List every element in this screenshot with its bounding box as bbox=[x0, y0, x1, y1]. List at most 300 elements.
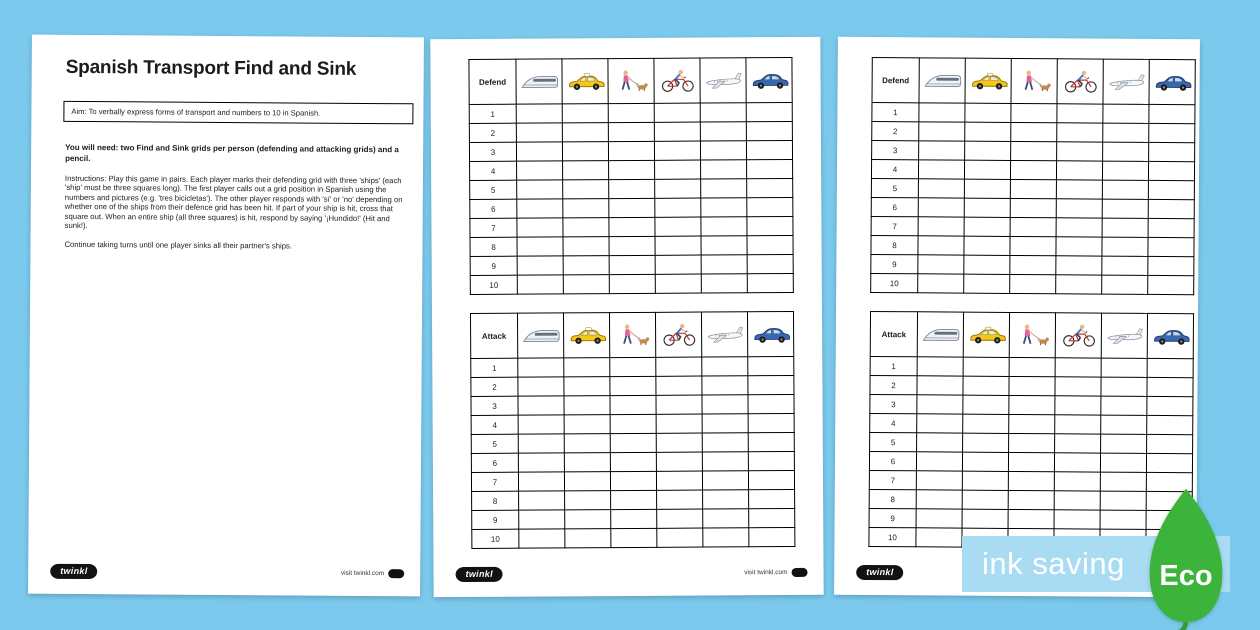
grid-cell bbox=[748, 356, 794, 375]
grid-cell bbox=[1148, 275, 1194, 294]
grid-cell bbox=[917, 414, 963, 433]
grid-cell bbox=[1101, 396, 1147, 415]
grid-cell bbox=[917, 433, 963, 452]
grid-cell bbox=[748, 451, 794, 470]
grid-cell bbox=[702, 357, 748, 376]
row-number: 9 bbox=[871, 254, 918, 273]
grid-cell bbox=[701, 160, 747, 179]
grid-cell bbox=[1100, 453, 1146, 472]
twinkl-mini-logo-icon bbox=[792, 568, 808, 577]
row-number: 1 bbox=[870, 356, 917, 375]
grid-cell bbox=[654, 122, 700, 141]
grid-cell bbox=[1102, 256, 1148, 275]
cyclist-icon bbox=[654, 58, 700, 103]
grid-cell bbox=[563, 218, 609, 237]
grid-cell bbox=[1101, 358, 1147, 377]
grid-cell bbox=[703, 509, 749, 528]
grid-cell bbox=[656, 357, 702, 376]
grid-cell bbox=[610, 357, 656, 376]
defend-grid bbox=[468, 57, 793, 295]
grid-cell bbox=[1148, 199, 1194, 218]
grid-cell bbox=[608, 103, 654, 122]
pedestrian-icon bbox=[1011, 58, 1057, 103]
row-number: 7 bbox=[869, 470, 916, 489]
grid-cell bbox=[701, 179, 747, 198]
grid-cell bbox=[747, 159, 793, 178]
grid-cell bbox=[701, 236, 747, 255]
row-number: 4 bbox=[470, 161, 517, 180]
grid-cell bbox=[610, 433, 656, 452]
grid-cell bbox=[963, 357, 1009, 376]
grid-cell bbox=[1010, 217, 1056, 236]
grid-cell bbox=[1101, 434, 1147, 453]
row-number: 1 bbox=[471, 358, 518, 377]
taxi-icon bbox=[963, 312, 1009, 357]
grid-cell bbox=[1056, 256, 1102, 275]
grid-cell bbox=[563, 256, 609, 275]
grid-cell bbox=[656, 452, 702, 471]
cyclist-icon bbox=[655, 312, 701, 357]
grid-cell bbox=[565, 510, 611, 529]
grid-cell bbox=[655, 255, 701, 274]
grid-cell bbox=[1011, 103, 1057, 122]
grid-cell bbox=[516, 142, 562, 161]
grid-cell bbox=[564, 434, 610, 453]
grid-cell bbox=[1103, 142, 1149, 161]
grid-cell bbox=[1102, 161, 1148, 180]
page-title: Spanish Transport Find and Sink bbox=[65, 56, 357, 80]
grid-cell bbox=[1102, 199, 1148, 218]
plane-icon bbox=[701, 312, 747, 357]
grid-cell bbox=[1102, 218, 1148, 237]
grid-cell bbox=[1147, 415, 1193, 434]
aim-box bbox=[63, 101, 413, 124]
grid-cell bbox=[702, 376, 748, 395]
grid-cell bbox=[701, 255, 747, 274]
row-number: 6 bbox=[471, 453, 518, 472]
row-number: 5 bbox=[470, 180, 517, 199]
leaf-icon bbox=[1140, 486, 1232, 630]
grid-cell bbox=[703, 528, 749, 547]
row-number: 8 bbox=[871, 235, 918, 254]
ink-saving-label: ink saving bbox=[982, 546, 1125, 581]
row-number: 2 bbox=[469, 123, 516, 142]
grid-cell bbox=[964, 179, 1010, 198]
row-number: 5 bbox=[870, 432, 917, 451]
grid-cell bbox=[1009, 433, 1055, 452]
grid-cell bbox=[917, 376, 963, 395]
page-footer bbox=[456, 565, 808, 582]
grid-cell bbox=[746, 121, 792, 140]
grid-cell bbox=[962, 509, 1008, 528]
twinkl-logo: twinkl bbox=[856, 565, 903, 580]
grid-cell bbox=[916, 452, 962, 471]
grid-cell bbox=[1148, 180, 1194, 199]
grid-cell bbox=[610, 414, 656, 433]
row-number: 7 bbox=[470, 218, 517, 237]
grid-cell bbox=[916, 509, 962, 528]
grid-cell bbox=[562, 104, 608, 123]
grid-cell bbox=[656, 376, 702, 395]
grid-cell bbox=[1056, 161, 1102, 180]
grid-cell bbox=[963, 395, 1009, 414]
grid-label: Defend bbox=[872, 57, 919, 102]
grid-cell bbox=[1057, 123, 1103, 142]
row-number: 8 bbox=[472, 491, 519, 510]
grid-cell bbox=[1102, 275, 1148, 294]
grid-cell bbox=[609, 274, 655, 293]
train-icon bbox=[919, 58, 965, 103]
grid-cell bbox=[1149, 104, 1195, 123]
grid-cell bbox=[1055, 396, 1101, 415]
grid-cell bbox=[654, 103, 700, 122]
grid-cell bbox=[655, 179, 701, 198]
car-icon bbox=[1149, 59, 1195, 104]
grid-cell bbox=[918, 217, 964, 236]
row-number: 3 bbox=[469, 142, 516, 161]
grid-cell bbox=[1010, 236, 1056, 255]
grid-cell bbox=[609, 236, 655, 255]
row-number: 9 bbox=[869, 508, 916, 527]
row-number: 9 bbox=[470, 256, 517, 275]
grid-cell bbox=[1054, 453, 1100, 472]
grid-cell bbox=[656, 395, 702, 414]
grid-cell bbox=[1056, 275, 1102, 294]
grid-cell bbox=[749, 508, 795, 527]
grid-cell bbox=[611, 509, 657, 528]
plane-icon bbox=[1103, 59, 1149, 104]
grid-cell bbox=[1102, 180, 1148, 199]
grid-cell bbox=[517, 199, 563, 218]
row-number: 10 bbox=[869, 527, 916, 546]
grid-cell bbox=[563, 180, 609, 199]
grid-cell bbox=[655, 274, 701, 293]
grid-cell bbox=[1057, 142, 1103, 161]
grid-cell bbox=[1008, 471, 1054, 490]
grid-cell bbox=[1057, 104, 1103, 123]
grid-cell bbox=[519, 529, 565, 548]
you-will-need-text: You will need: two Find and Sink grids per person (defending and attacking grids) and a pencil. bbox=[65, 142, 399, 163]
grid-cell bbox=[963, 376, 1009, 395]
row-number: 1 bbox=[469, 104, 516, 123]
instructions-text: Instructions: Play this game in pairs. Each player marks their defending grid with three 'ships' (each 'ship' must be three squares long). The first player calls out a grid position in Spanish using the numbers and pictures (e.g. 'tres bicicletas'). The other player responds with 'sí' or 'no' depending on whether one of the ships from their defence grid has been hit. If part of your ship is hit, cross that square out. When an entire ship (all three squares) is hit, respond by saying '¡Hundido!' (Hit and sunk!). bbox=[64, 173, 403, 231]
grid-cell bbox=[655, 236, 701, 255]
grid-cell bbox=[1056, 218, 1102, 237]
grid-cell bbox=[657, 528, 703, 547]
plane-icon bbox=[700, 58, 746, 103]
grid-label: Attack bbox=[470, 313, 517, 358]
twinkl-logo: twinkl bbox=[456, 567, 503, 582]
grid-cell bbox=[918, 160, 964, 179]
row-number: 7 bbox=[871, 216, 918, 235]
grid-cell bbox=[1008, 452, 1054, 471]
grid-cell bbox=[701, 217, 747, 236]
grid-cell bbox=[609, 179, 655, 198]
row-number: 2 bbox=[870, 375, 917, 394]
grid-cell bbox=[918, 179, 964, 198]
row-number: 5 bbox=[871, 178, 918, 197]
visit-link bbox=[744, 568, 807, 577]
row-number: 4 bbox=[870, 413, 917, 432]
row-number: 2 bbox=[872, 121, 919, 140]
grid-cell bbox=[564, 453, 610, 472]
grid-cell bbox=[1010, 160, 1056, 179]
grid-cell bbox=[1011, 141, 1057, 160]
row-number: 1 bbox=[872, 102, 919, 121]
grid-cell bbox=[1010, 198, 1056, 217]
aim-text: Aim: To verbally express forms of transport and numbers to 10 in Spanish. bbox=[71, 106, 321, 118]
grid-cell bbox=[1103, 104, 1149, 123]
grid-cell bbox=[564, 396, 610, 415]
grid-cell bbox=[746, 102, 792, 121]
visit-text: visit twinkl.com bbox=[340, 569, 385, 578]
pedestrian-icon bbox=[609, 312, 655, 357]
row-number: 6 bbox=[871, 197, 918, 216]
grid-cell bbox=[1149, 142, 1195, 161]
row-number: 6 bbox=[470, 199, 517, 218]
grid-cell bbox=[1008, 509, 1054, 528]
train-icon bbox=[516, 59, 562, 104]
grid-cell bbox=[611, 490, 657, 509]
grid-cell bbox=[563, 199, 609, 218]
page-footer bbox=[50, 564, 404, 581]
grid-cell bbox=[1147, 358, 1193, 377]
grid-cell bbox=[747, 178, 793, 197]
grid-cell bbox=[748, 394, 794, 413]
grid-cell bbox=[919, 103, 965, 122]
grid-cell bbox=[702, 471, 748, 490]
grid-cell bbox=[964, 217, 1010, 236]
grid-cell bbox=[608, 141, 654, 160]
grid-cell bbox=[565, 529, 611, 548]
row-number: 10 bbox=[470, 275, 517, 294]
grid-cell bbox=[1009, 395, 1055, 414]
pedestrian-icon bbox=[1009, 312, 1055, 357]
car-icon bbox=[747, 311, 793, 356]
cyclist-icon bbox=[1057, 59, 1103, 104]
grid-cell bbox=[747, 254, 793, 273]
grid-cell bbox=[655, 217, 701, 236]
grid-cell bbox=[919, 141, 965, 160]
grid-cell bbox=[656, 471, 702, 490]
eco-leaf-badge bbox=[1140, 486, 1232, 630]
grid-cell bbox=[1102, 237, 1148, 256]
body-text bbox=[64, 143, 411, 262]
grid-cell bbox=[1056, 199, 1102, 218]
grid-cell bbox=[518, 377, 564, 396]
grid-cell bbox=[655, 198, 701, 217]
grid-cell bbox=[700, 122, 746, 141]
grid-cell bbox=[917, 395, 963, 414]
grid-cell bbox=[965, 141, 1011, 160]
grid-cell bbox=[565, 491, 611, 510]
grid-cell bbox=[517, 161, 563, 180]
grid-cell bbox=[564, 415, 610, 434]
grid-cell bbox=[562, 123, 608, 142]
row-number: 10 bbox=[472, 529, 519, 548]
grid-cell bbox=[518, 434, 564, 453]
car-icon bbox=[1147, 313, 1193, 358]
visit-text: visit twinkl.com bbox=[744, 569, 788, 577]
grid-cell bbox=[964, 160, 1010, 179]
grid-cell bbox=[918, 255, 964, 274]
plane-icon bbox=[1101, 313, 1147, 358]
grid-cell bbox=[918, 236, 964, 255]
grid-cell bbox=[964, 236, 1010, 255]
grid-cell bbox=[518, 472, 564, 491]
grid-cell bbox=[656, 433, 702, 452]
grid-cell bbox=[1056, 180, 1102, 199]
attack-grid bbox=[470, 311, 795, 549]
grid-cell bbox=[1054, 472, 1100, 491]
grid-cell bbox=[1010, 179, 1056, 198]
grid-cell bbox=[1055, 415, 1101, 434]
grid-cell bbox=[1055, 434, 1101, 453]
grid-cell bbox=[963, 433, 1009, 452]
grid-cell bbox=[701, 274, 747, 293]
grid-cell bbox=[1148, 218, 1194, 237]
grid-cell bbox=[919, 122, 965, 141]
grid-cell bbox=[1146, 453, 1192, 472]
grid-cell bbox=[1009, 357, 1055, 376]
grid-cell bbox=[610, 376, 656, 395]
grid-cell bbox=[562, 142, 608, 161]
grid-cell bbox=[703, 490, 749, 509]
grid-cell bbox=[657, 509, 703, 528]
grid-cell bbox=[701, 198, 747, 217]
eco-badge-label: Eco bbox=[1159, 560, 1213, 592]
twinkl-mini-logo-icon bbox=[388, 569, 404, 578]
cyclist-icon bbox=[1055, 313, 1101, 358]
car-icon bbox=[746, 57, 792, 102]
row-number: 4 bbox=[471, 415, 518, 434]
grid-cell bbox=[564, 377, 610, 396]
pedestrian-icon bbox=[608, 58, 654, 103]
leaf-stem bbox=[1174, 622, 1186, 630]
grid-cell bbox=[1054, 491, 1100, 510]
grid-cell bbox=[1054, 510, 1100, 529]
grid-cell bbox=[702, 414, 748, 433]
grid-cell bbox=[611, 528, 657, 547]
grid-cell bbox=[1147, 377, 1193, 396]
grid-cell bbox=[917, 357, 963, 376]
grid-cell bbox=[1008, 490, 1054, 509]
grid-cell bbox=[563, 237, 609, 256]
grid-cell bbox=[654, 141, 700, 160]
grid-cell bbox=[519, 510, 565, 529]
grid-cell bbox=[962, 490, 1008, 509]
grid-cell bbox=[700, 103, 746, 122]
grid-cell bbox=[1103, 123, 1149, 142]
grid-cell bbox=[962, 471, 1008, 490]
grid-cell bbox=[517, 180, 563, 199]
grid-cell bbox=[610, 395, 656, 414]
grid-cell bbox=[564, 472, 610, 491]
grid-cell bbox=[517, 256, 563, 275]
grid-cell bbox=[700, 141, 746, 160]
continue-text: Continue taking turns until one player sinks all their partner's ships. bbox=[64, 240, 293, 251]
grid-cell bbox=[1010, 255, 1056, 274]
grid-cell bbox=[964, 198, 1010, 217]
grid-cell bbox=[747, 197, 793, 216]
grid-cell bbox=[746, 140, 792, 159]
visit-link bbox=[341, 569, 404, 578]
grid-cell bbox=[657, 490, 703, 509]
grid-cell bbox=[916, 471, 962, 490]
grid-cell bbox=[702, 395, 748, 414]
grid-cell bbox=[962, 452, 1008, 471]
defend-grid bbox=[870, 57, 1196, 295]
grids-page-1 bbox=[430, 37, 823, 597]
grid-cell bbox=[610, 452, 656, 471]
taxi-icon bbox=[563, 313, 609, 358]
grid-cell bbox=[747, 216, 793, 235]
grid-cell bbox=[517, 275, 563, 294]
grid-cell bbox=[916, 528, 962, 547]
grid-cell bbox=[747, 235, 793, 254]
row-number: 3 bbox=[471, 396, 518, 415]
grid-cell bbox=[1011, 122, 1057, 141]
grid-cell bbox=[748, 375, 794, 394]
taxi-icon bbox=[965, 58, 1011, 103]
grid-cell bbox=[702, 433, 748, 452]
row-number: 5 bbox=[471, 434, 518, 453]
grid-cell bbox=[519, 491, 565, 510]
grid-cell bbox=[563, 275, 609, 294]
grid-cell bbox=[609, 160, 655, 179]
grid-cell bbox=[518, 415, 564, 434]
grid-cell bbox=[655, 160, 701, 179]
grid-cell bbox=[656, 414, 702, 433]
grid-cell bbox=[518, 396, 564, 415]
grid-cell bbox=[518, 358, 564, 377]
grid-cell bbox=[516, 104, 562, 123]
grid-cell bbox=[1148, 237, 1194, 256]
taxi-icon bbox=[562, 59, 608, 104]
grid-label: Defend bbox=[469, 59, 516, 104]
grid-cell bbox=[609, 198, 655, 217]
row-number: 3 bbox=[872, 140, 919, 159]
grid-cell bbox=[1009, 376, 1055, 395]
row-number: 2 bbox=[471, 377, 518, 396]
grid-cell bbox=[563, 161, 609, 180]
grid-cell bbox=[1101, 415, 1147, 434]
grid-cell bbox=[1055, 377, 1101, 396]
grid-cell bbox=[609, 255, 655, 274]
grid-cell bbox=[1148, 161, 1194, 180]
eco-leaf-shape bbox=[1150, 489, 1223, 623]
grid-label: Attack bbox=[870, 311, 917, 356]
row-number: 8 bbox=[869, 489, 916, 508]
grid-cell bbox=[747, 273, 793, 292]
grid-cell bbox=[1101, 377, 1147, 396]
row-number: 10 bbox=[871, 273, 918, 292]
grid-cell bbox=[965, 122, 1011, 141]
grid-cell bbox=[702, 452, 748, 471]
row-number: 3 bbox=[870, 394, 917, 413]
grid-cell bbox=[517, 237, 563, 256]
grid-cell bbox=[518, 453, 564, 472]
row-number: 7 bbox=[471, 472, 518, 491]
grid-cell bbox=[608, 122, 654, 141]
grid-cell bbox=[749, 489, 795, 508]
grid-cell bbox=[748, 470, 794, 489]
grid-cell bbox=[1148, 256, 1194, 275]
grid-cell bbox=[963, 414, 1009, 433]
grid-cell bbox=[1149, 123, 1195, 142]
grid-cell bbox=[609, 217, 655, 236]
grid-cell bbox=[748, 413, 794, 432]
